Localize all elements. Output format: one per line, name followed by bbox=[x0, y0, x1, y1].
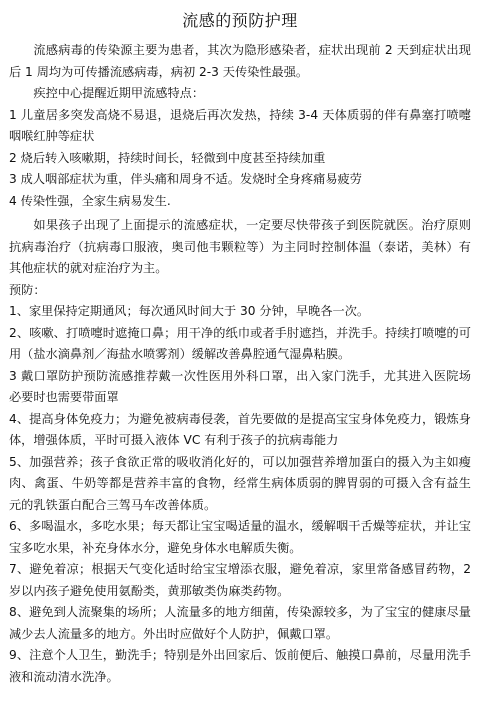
prevention-item: 2、咳嗽、打喷嚏时遮掩口鼻；用干净的纸巾或者手肘遮挡，并洗手。持续打喷嚏的可用（盐水滴鼻剂／海盐水喷雾剂）缓解改善鼻腔通气湿鼻粘膜。 bbox=[9, 325, 471, 361]
prevention-item: 1、家里保持定期通风；每次通风时间大于 30 分钟，早晚各一次。 bbox=[9, 304, 370, 318]
feature-item: 1 儿童居多突发高烧不易退，退烧后再次发热，持续 3-4 天体质弱的伴有鼻塞打喷嚏咽喉红肿等症状 bbox=[9, 107, 471, 143]
treatment-paragraph: 如果孩子出现了上面提示的流感症状，一定要尽快带孩子到医院就医。治疗原则抗病毒治疗（抗病毒口服液，奥司他韦颗粒等）为主同时控制体温（泰诺，美林）有其他症状的就对症治疗为主。 bbox=[9, 218, 471, 275]
feature-item: 4 传染性强，全家生病易发生. bbox=[9, 193, 171, 208]
feature-item: 2 烧后转入咳嗽期，持续时间长，轻微到中度甚至持续加重 bbox=[9, 150, 326, 165]
cdc-note: 疾控中心提醒近期甲流感特点： bbox=[33, 86, 205, 100]
document-title: 流感的预防护理 bbox=[182, 11, 298, 30]
prevention-item: 6、多喝温水，多吃水果；每天都让宝宝喝适量的温水，缓解咽干舌燥等症状，并让宝宝多吃水果，补充身体水分，避免身体水电解质失衡。 bbox=[9, 519, 471, 555]
prevention-item: 3 戴口罩防护预防流感推荐戴一次性医用外科口罩，出入家门洗手，尤其进入医院场必要时也需要带面罩 bbox=[9, 368, 471, 404]
intro-paragraph: 流感病毒的传染源主要为患者，其次为隐形感染者，症状出现前 2 天到症状出现后 1 周均为可传播流感病毒，病初 2-3 天传染性最强。 bbox=[9, 43, 471, 79]
feature-item: 3 成人咽部症状为重，伴头痛和周身不适。发烧时全身疼痛易疲劳 bbox=[9, 172, 362, 186]
prevention-item: 5、加强营养；孩子食欲正常的吸收消化好的，可以加强营养增加蛋白的摄入为主如瘦肉、禽蛋、牛奶等都是营养丰富的食物，经常生病体质弱的脾胃弱的可摄入含有益生元的乳铁蛋白配合三驾马车改善体质。 bbox=[9, 454, 471, 512]
prevention-item: 8、避免到人流聚集的场所；人流量多的地方细菌，传染源较多，为了宝宝的健康尽量减少去人流量多的地方。外出时应做好个人防护，佩戴口罩。 bbox=[9, 605, 471, 641]
prevention-item: 9、注意个人卫生，勤洗手；特别是外出回家后、饭前便后、触摸口鼻前，尽量用洗手液和流动清水洗净。 bbox=[9, 648, 471, 684]
prevention-heading: 预防： bbox=[9, 282, 46, 297]
prevention-item: 7、避免着凉；根据天气变化适时给宝宝增添衣服，避免着凉，家里常备感冒药物，2 岁以内孩子避免使用氨酚类，黄那敏类伪麻类药物。 bbox=[9, 562, 471, 598]
prevention-item: 4、提高身体免疫力；为避免被病毒侵袭，首先要做的是提高宝宝身体免疫力，锻炼身体，增强体质，平时可摄入液体 VC 有利于孩子的抗病毒能力 bbox=[9, 411, 471, 447]
